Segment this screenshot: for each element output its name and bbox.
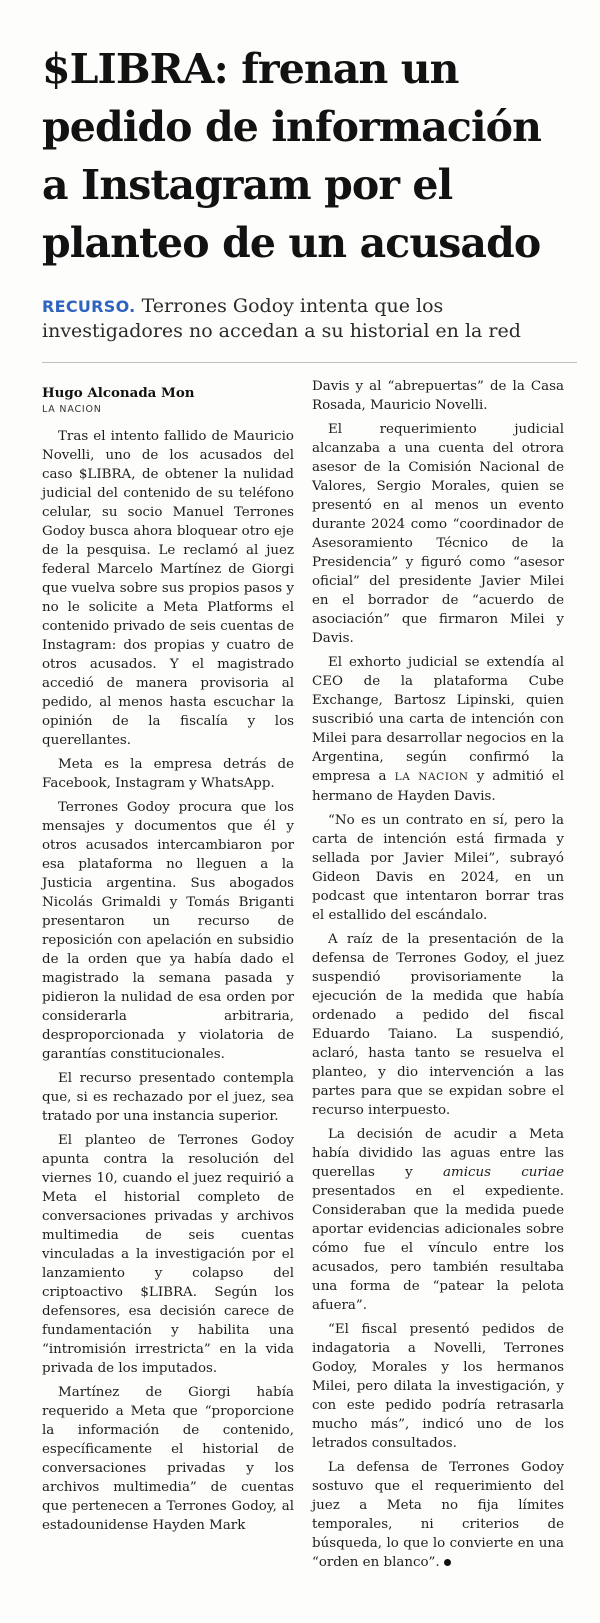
article-paragraph: A raíz de la presentación de la defensa de Terrones Godoy, el juez suspendió provisoriamente la ejecución de la medida que había ordenado a pedido del fiscal Eduardo Taiano. La suspendió, aclaró, hasta tanto se resuelva el planteo, y dio intervención a las partes para que se expidan sobre el recurso interpuesto.: [312, 932, 564, 1118]
section-divider: [42, 362, 577, 363]
article-summary: [42, 294, 582, 343]
paragraph-text: La defensa de Terrones Godoy sostuvo que el requerimiento del juez a Meta no fija límites temporales, ni criterios de búsqueda, lo que lo convierte en una “orden en blanco”.: [312, 1460, 564, 1570]
end-mark-icon: [444, 1559, 451, 1566]
summary-text: Terrones Godoy intenta que los investigadores no accedan a su historial en la red: [42, 295, 521, 342]
paragraph-text: presentados en el expediente. Consideraban que la medida puede aportar evidencias adicionales sobre cómo fue el vínculo entre los acusados, pero también resultaba una forma de “patear la pelota afuera”.: [312, 1184, 564, 1313]
article-paragraph: Terrones Godoy procura que los mensajes y documentos que él y otros acusados intercambiaron por esa plataforma no lleguen a la Justicia argentina. Sus abogados Nicolás Grimaldi y Tomás Briganti presentaron un recurso de reposición con apelación en subsidio de la orden que ya había dado el magistrado la semana pasada y pidieron la nulidad de esa orden por considerarla arbitraria, desproporcionada y violatoria de garantías constitucionales.: [42, 800, 294, 1062]
headline-line: $LIBRA: frenan un: [42, 45, 459, 93]
article-paragraph: “El fiscal presentó pedidos de indagatoria a Novelli, Terrones Godoy, Morales y los hermanos Milei, pero dilata la investigación, y con este pedido podría retrasarla mucho más”, indicó uno de los letrados consultados.: [312, 1322, 564, 1451]
paragraph-text: La decisión de acudir a Meta había dividido las aguas entre las querellas y: [312, 1127, 564, 1180]
paragraph-text: y admitió el hermano de Hayden Davis.: [312, 769, 564, 804]
article-column-right: [312, 377, 564, 1577]
article-paragraph: [312, 1125, 564, 1315]
article-paragraph: Meta es la empresa detrás de Facebook, Instagram y WhatsApp.: [42, 757, 294, 791]
article-paragraph: Tras el intento fallido de Mauricio Novelli, uno de los acusados del caso $LIBRA, de obtener la nulidad judicial del contenido de su teléfono celular, su socio Manuel Terrones Godoy busca ahora bloquear otro eje de la pesquisa. Le reclamó al juez federal Marcelo Martínez de Giorgi que vuelva sobre sus propios pasos y no le solicite a Meta Platforms el contenido privado de seis cuentas de Instagram: dos propias y cuatro de otros acusados. Y el magistrado accedió de manera provisoria al pedido, al menos hasta escuchar la opinión de la fiscalía y los querellantes.: [42, 429, 294, 748]
paragraph-text: El exhorto judicial se extendía al CEO de la plataforma Cube Exchange, Bartosz Lipinski, quien suscribió una carta de intención con Milei para desarrollar negocios en la Argentina, según confirmó la empresa a: [312, 655, 564, 784]
headline-line: a Instagram por el: [42, 161, 453, 209]
article-paragraph-continued: Davis y al “abrepuertas” de la Casa Rosada, Mauricio Novelli.: [312, 379, 564, 413]
article-paragraph: El recurso presentado contempla que, si es rechazado por el juez, sea tratado por una instancia superior.: [42, 1071, 294, 1124]
article-column-left: [42, 384, 294, 1540]
article-paragraph: [312, 653, 564, 806]
article-paragraph: Martínez de Giorgi había requerido a Meta que “proporcione la información de contenido, específicamente el historial de conversaciones privadas y los archivos multimedia” de cuentas que pertenecen a Terrones Godoy, al estadounidense Hayden Mark: [42, 1385, 294, 1533]
headline: [42, 40, 572, 272]
article-paragraph: “No es un contrato en sí, pero la carta de intención está firmada y sellada por Javier Milei”, subrayó Gideon Davis en 2024, en un podcast que intentaron borrar tras el estallido del escándalo.: [312, 813, 564, 923]
article-paragraph: El requerimiento judicial alcanzaba a una cuenta del otrora asesor de la Comisión Nacional de Valores, Sergio Morales, quien se presentó en al menos un evento durante 2024 como “coordinador de Asesoramiento Técnico de la Presidencia” y figuró como “asesor oficial” del presidente Javier Milei en el borrador de “acuerdo de asociación” que firmaron Milei y Davis.: [312, 422, 564, 646]
article-paragraph: [312, 1458, 564, 1572]
summary-kicker: RECURSO.: [42, 297, 136, 316]
byline-outlet: LA NACION: [42, 404, 102, 415]
byline: [42, 384, 294, 417]
headline-line: pedido de información: [42, 103, 542, 151]
article-paragraph: El planteo de Terrones Godoy apunta contra la resolución del viernes 10, cuando el juez requirió a Meta el historial completo de conversaciones privadas y archivos multimedia de seis cuentas vinculadas a la investigación por el lanzamiento y colapso del criptoactivo $LIBRA. Según los defensores, esa decisión carece de fundamentación y habilita una “intromisión irrestricta” en la vida privada de los imputados.: [42, 1133, 294, 1376]
byline-author: Hugo Alconada Mon: [42, 385, 195, 401]
italic-term: amicus curiae: [443, 1165, 564, 1180]
headline-line: planteo de un acusado: [42, 219, 541, 267]
outlet-name: LA NACION: [394, 771, 469, 783]
